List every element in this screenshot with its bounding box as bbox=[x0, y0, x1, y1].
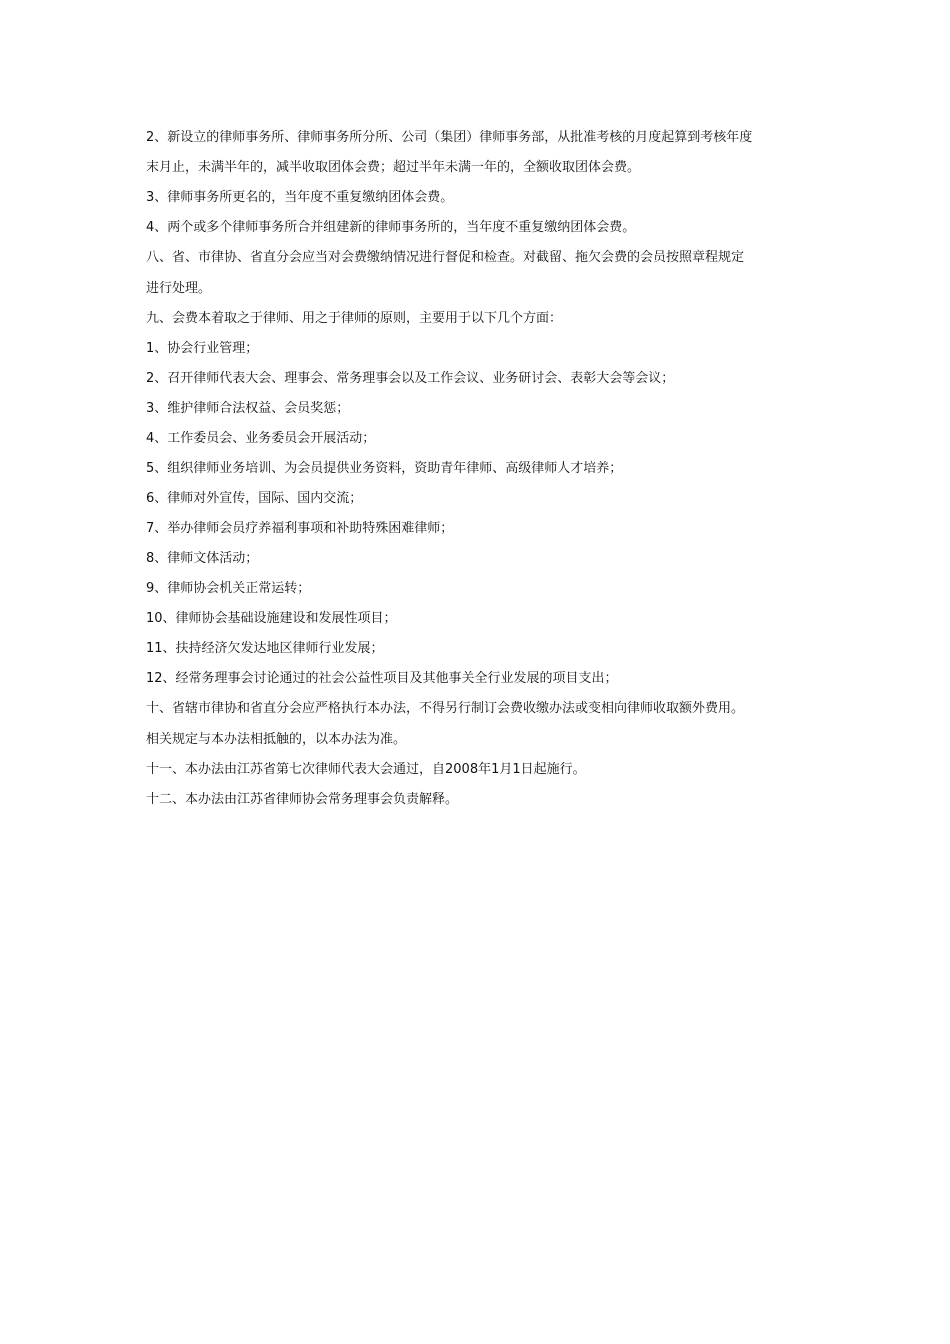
text-line: 九、会费本着取之于律师、用之于律师的原则，主要用于以下几个方面： bbox=[146, 311, 563, 326]
text-line: 7、举办律师会员疗养福利事项和补助特殊困难律师； bbox=[146, 521, 454, 536]
text-line: 9、律师协会机关正常运转； bbox=[146, 581, 311, 596]
text-line: 2、新设立的律师事务所、律师事务所分所、公司（集团）律师事务部，从批准考核的月度起算到考核年度 bbox=[146, 130, 753, 145]
text-line: 进行处理。 bbox=[146, 281, 212, 296]
text-line: 2、召开律师代表大会、理事会、常务理事会以及工作会议、业务研讨会、表彰大会等会议； bbox=[146, 371, 675, 386]
text-line: 相关规定与本办法相抵触的，以本办法为准。 bbox=[146, 732, 407, 747]
text-line: 3、律师事务所更名的，当年度不重复缴纳团体会费。 bbox=[146, 190, 454, 205]
text-line: 10、律师协会基础设施建设和发展性项目； bbox=[146, 611, 397, 626]
text-line: 5、组织律师业务培训、为会员提供业务资料，资助青年律师、高级律师人才培养； bbox=[146, 461, 623, 476]
text-line: 十、省辖市律协和省直分会应严格执行本办法，不得另行制订会费收缴办法或变相向律师收取额外费用。 bbox=[146, 701, 745, 716]
text-line: 8、律师文体活动； bbox=[146, 551, 259, 566]
text-line: 末月止，未满半年的，减半收取团体会费；超过半年未满一年的，全额收取团体会费。 bbox=[146, 160, 641, 175]
text-line: 十二、本办法由江苏省律师协会常务理事会负责解释。 bbox=[146, 792, 459, 807]
text-line: 4、工作委员会、业务委员会开展活动； bbox=[146, 431, 376, 446]
text-line: 6、律师对外宣传，国际、国内交流； bbox=[146, 491, 363, 506]
text-line: 八、省、市律协、省直分会应当对会费缴纳情况进行督促和检查。对截留、拖欠会费的会员按照章程规定 bbox=[146, 250, 745, 265]
text-line: 十一、本办法由江苏省第七次律师代表大会通过，自2008年1月1日起施行。 bbox=[146, 762, 586, 777]
text-line: 11、扶持经济欠发达地区律师行业发展； bbox=[146, 641, 384, 656]
text-line: 3、维护律师合法权益、会员奖惩； bbox=[146, 401, 350, 416]
text-line: 4、两个或多个律师事务所合并组建新的律师事务所的，当年度不重复缴纳团体会费。 bbox=[146, 220, 636, 235]
text-line: 12、经常务理事会讨论通过的社会公益性项目及其他事关全行业发展的项目支出； bbox=[146, 671, 618, 686]
text-line: 1、协会行业管理； bbox=[146, 341, 259, 356]
